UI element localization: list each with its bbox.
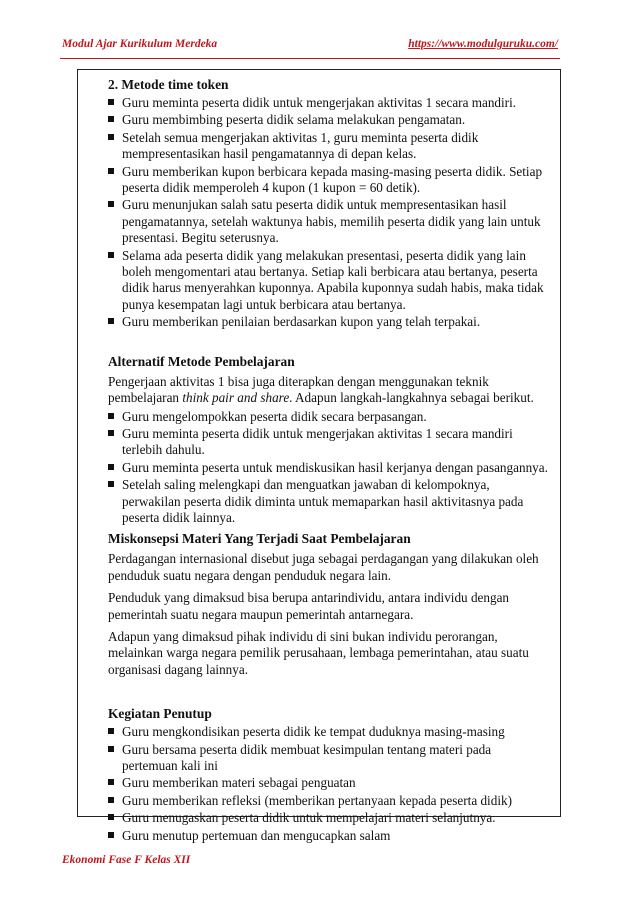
square-bullet-icon (108, 134, 114, 140)
footer-subject-label: Ekonomi Fase F Kelas XII (62, 854, 191, 866)
miskonsepsi-paragraph: Perdagangan internasional disebut juga sebagai perdagangan yang dilakukan oleh penduduk suatu negara dengan penduduk negara lain. (108, 551, 539, 583)
list-item (108, 314, 548, 330)
section-title-alternatif: Alternatif Metode Pembelajaran (108, 353, 295, 369)
list-item (108, 248, 548, 314)
content-body (108, 76, 548, 845)
square-bullet-icon (108, 201, 114, 207)
list-item (108, 742, 548, 775)
list-item-text: Guru membimbing peserta didik selama melakukan pengamatan. (122, 112, 466, 128)
list-item-text: Guru menutup pertemuan dan mengucapkan salam (122, 827, 391, 843)
list-item-text: Guru meminta peserta untuk mendiskusikan hasil kerjanya dengan pasangannya. (122, 459, 548, 475)
alternatif-intro-text: Pengerjaan aktivitas 1 bisa juga diterapkan dengan menggunakan teknik pembelajaran (108, 373, 489, 406)
list-item (108, 130, 548, 163)
header-module-title: Modul Ajar Kurikulum Merdeka (62, 38, 218, 50)
square-bullet-icon (108, 168, 114, 174)
list-item (108, 197, 548, 246)
list-item-text: Guru menunjukan salah satu peserta didik untuk mempresentasikan hasil pengamatannya, setelah waktunya habis, memilih peserta didik yang lain untuk presentasi. Begitu seterusnya. (122, 197, 541, 246)
penutup-list (108, 724, 548, 844)
square-bullet-icon (108, 464, 114, 470)
list-item-text: Guru meminta peserta didik untuk mengerjakan aktivitas 1 secara mandiri terlebih dahulu. (122, 425, 513, 458)
list-item (108, 112, 548, 128)
list-item (108, 793, 548, 809)
list-item-text: Setelah semua mengerjakan aktivitas 1, guru meminta peserta didik mempresentasikan hasil pengamatannya di depan kelas. (122, 129, 479, 162)
list-item (108, 164, 548, 197)
list-item-text: Guru memberikan kupon berbicara kepada masing-masing peserta didik. Setiap peserta didik memperoleh 4 kupon (1 kupon = 60 detik). (122, 163, 543, 196)
square-bullet-icon (108, 797, 114, 803)
time-token-list (108, 95, 548, 331)
list-item (108, 95, 548, 111)
square-bullet-icon (108, 413, 114, 419)
square-bullet-icon (108, 116, 114, 122)
list-item-text: Guru mengelompokkan peserta didik secara berpasangan. (122, 408, 427, 424)
miskonsepsi-paragraph: Penduduk yang dimaksud bisa berupa antarindividu, antara individu dengan pemerintah suatu negara maupun pemerintah antarnegara. (108, 590, 510, 622)
list-item-text: Guru memberikan penilaian berdasarkan kupon yang telah terpakai. (122, 314, 481, 330)
list-item (108, 724, 548, 740)
section-title-time-token: 2. Metode time token (108, 77, 229, 92)
list-item-text: Guru menugaskan peserta didik untuk mempelajari materi selanjutnya. (122, 810, 496, 826)
section-title-penutup: Kegiatan Penutup (108, 706, 212, 722)
header-divider (60, 58, 560, 59)
square-bullet-icon (108, 832, 114, 838)
list-item (108, 460, 548, 476)
alternatif-intro-italic: think pair and share (182, 390, 290, 406)
list-item-text: Guru meminta peserta didik untuk mengerjakan aktivitas 1 secara mandiri. (122, 95, 517, 110)
list-item (108, 775, 548, 791)
miskonsepsi-paragraph: Adapun yang dimaksud pihak individu di sini bukan individu perorangan, melainkan warga negara pemilik perusahaan, lembaga pemerintahan, atau suatu organisasi dagang lainnya. (108, 628, 529, 677)
square-bullet-icon (108, 746, 114, 752)
alternatif-intro (108, 374, 548, 407)
list-item-text: Selama ada peserta didik yang melakukan presentasi, peserta didik yang lain boleh mengomentari atau bertanya. Setiap kali berbicara atau bertanya, peserta didik harus menyerahkan kuponnya. Apabila kuponnya sudah habis, maka tidak punya kesempatan lagi untuk berbicara atau bertanya. (122, 247, 544, 312)
alternatif-intro-tail: . Adapun langkah-langkahnya sebagai berikut. (289, 390, 534, 406)
square-bullet-icon (108, 99, 114, 105)
square-bullet-icon (108, 318, 114, 324)
section-title-miskonsepsi: Miskonsepsi Materi Yang Terjadi Saat Pembelajaran (108, 531, 411, 547)
list-item (108, 409, 548, 425)
list-item-text: Setelah saling melengkapi dan menguatkan jawaban di kelompoknya, perwakilan peserta didik diminta untuk memaparkan hasil aktivitasnya pada peserta didik lainnya. (122, 477, 524, 525)
list-item-text: Guru mengkondisikan peserta didik ke tempat duduknya masing-masing (122, 724, 505, 740)
square-bullet-icon (108, 814, 114, 820)
list-item (108, 828, 548, 844)
list-item-text: Guru bersama peserta didik membuat kesimpulan tentang materi pada pertemuan kali ini (122, 741, 492, 773)
square-bullet-icon (108, 252, 114, 258)
header-website-link[interactable]: https://www.modulguruku.com/ (408, 38, 558, 50)
square-bullet-icon (108, 481, 114, 487)
content-box (77, 69, 561, 843)
square-bullet-icon (108, 728, 114, 734)
list-item (108, 426, 548, 459)
square-bullet-icon (108, 430, 114, 436)
list-item-text: Guru memberikan refleksi (memberikan pertanyaan kepada peserta didik) (122, 792, 512, 808)
square-bullet-icon (108, 779, 114, 785)
list-item (108, 477, 548, 526)
alternatif-list (108, 409, 548, 527)
list-item-text: Guru memberikan materi sebagai penguatan (122, 775, 356, 791)
list-item (108, 810, 548, 826)
